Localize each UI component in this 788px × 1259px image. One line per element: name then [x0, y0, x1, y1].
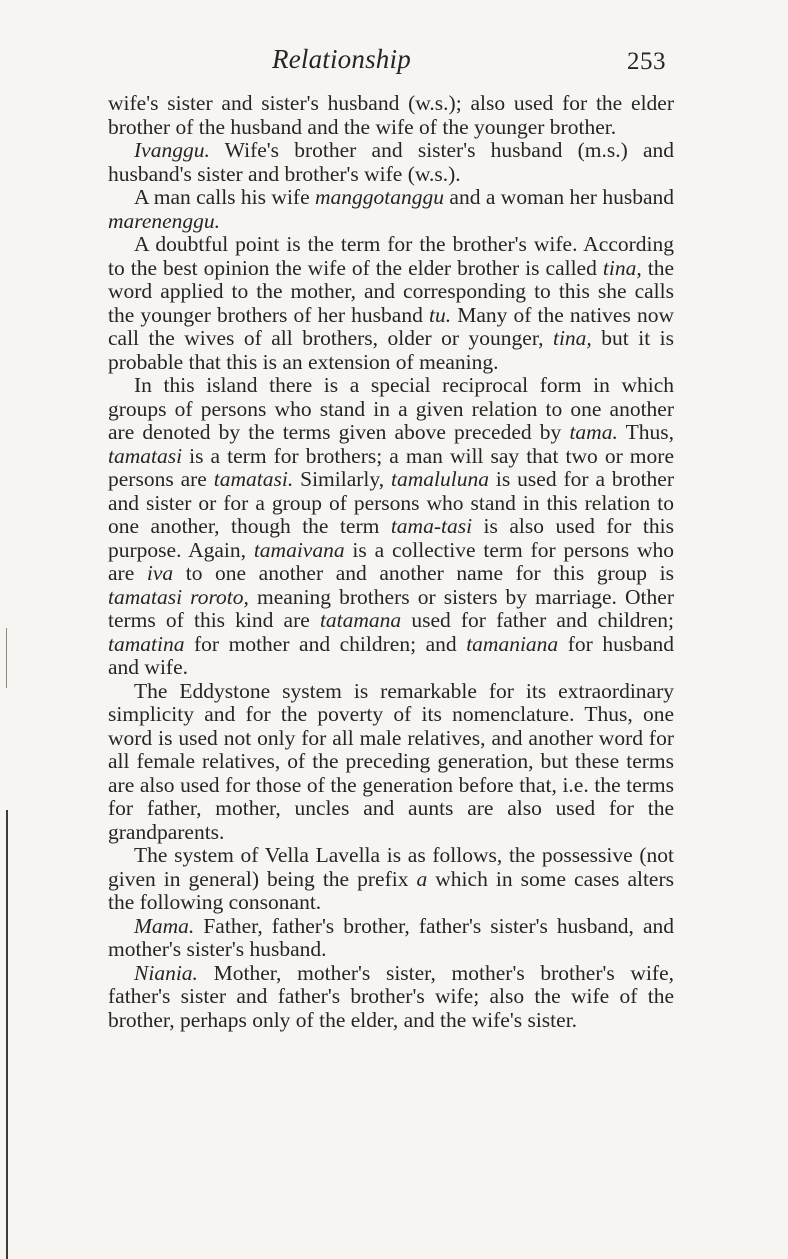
kin-term: Mama.: [134, 913, 195, 938]
kin-term: tamatasi.: [213, 467, 294, 491]
kin-term: tamaivana: [253, 537, 345, 562]
kin-term: Niania.: [134, 960, 198, 985]
paragraph-4: A doubtful point is the term for the brother's wife. According to the best opinion the wife of the elder brother is called tina, the word applied to the mother, and corresponding to this she calls the younger brothers of her husband tu. Many of the natives now call the wives of all brothers, older or younger, tina, but it is probable that this is an extension of meaning.: [108, 232, 674, 374]
paragraph-6: The Eddystone system is remarkable for its extraordinary simplicity and for the poverty of its nomenclature. Thus, one word is used not only for all male relatives, and another word for all female relatives, of the preceding generation, but these terms are also used for those of the generation before that, i.e. the terms for father, mother, uncles and aunts are also used for the grandparents.: [108, 678, 674, 844]
kin-term: tamatina: [108, 631, 185, 656]
page-edge-shadow: [6, 628, 7, 688]
kin-term: tamaluluna: [391, 467, 489, 491]
kin-term: tama.: [569, 420, 618, 444]
kin-term: tamaniana: [466, 631, 559, 656]
kin-term: manggotanggu: [315, 185, 445, 209]
kin-term: tatamana: [319, 608, 402, 632]
paragraph-3: A man calls his wife manggotanggu and a woman her husband marenenggu.: [108, 185, 674, 233]
paragraph-1: wife's sister and sister's husband (w.s.); also used for the elder brother of the husband and the wife of the younger brother.: [108, 91, 674, 139]
running-head: Relationship: [272, 44, 411, 74]
kin-term: tu.: [428, 302, 452, 327]
body-text: [108, 92, 674, 1032]
paragraph-2: Ivanggu. Wife's brother and sister's husband (m.s.) and husband's sister and brother's wife (w.s.).: [108, 138, 674, 186]
paragraph-5: In this island there is a special reciprocal form in which groups of persons who stand in a given relation to one another are denoted by the terms given above preceded by tama. Thus, tamatasi is a term for brothers; a man will say that two or more persons are tamatasi. Similarly, tamaluluna is used for a brother and sister or for a group of persons who stand in this relation to one another, though the term tama-tasi is also used for this purpose. Again, tamaivana is a collective term for persons who are iva to one another and another name for this group is tamatasi roroto, meaning brothers or sisters by marriage. Other terms of this kind are tatamana used for father and children; tamatina for mother and children; and tamaniana for husband and wife.: [108, 373, 674, 679]
paragraph-9: Niania. Mother, mother's sister, mother's brother's wife, father's sister and father's brother's wife; also the wife of the brother, perhaps only of the elder, and the wife's sister.: [108, 960, 674, 1032]
kin-term: tama-tasi: [390, 514, 473, 538]
kin-term: iva: [146, 561, 174, 585]
kin-term: tamatasi roroto,: [108, 584, 249, 609]
kin-term: tamatasi: [108, 443, 183, 468]
paragraph-8: Mama. Father, father's brother, father's sister's husband, and mother's sister's husband.: [108, 913, 674, 961]
paragraph-7: The system of Vella Lavella is as follows, the possessive (not given in general) being the prefix a which in some cases alters the following consonant.: [108, 843, 674, 914]
kin-term: tina,: [552, 326, 592, 350]
kin-term: tina: [602, 255, 637, 280]
kin-term: Ivanggu.: [134, 138, 210, 162]
kin-term: a: [416, 866, 428, 891]
page-number: 253: [627, 48, 666, 75]
kin-term: marenenggu.: [108, 208, 221, 233]
page-header: [0, 44, 788, 84]
page-edge-line: [6, 810, 8, 1259]
